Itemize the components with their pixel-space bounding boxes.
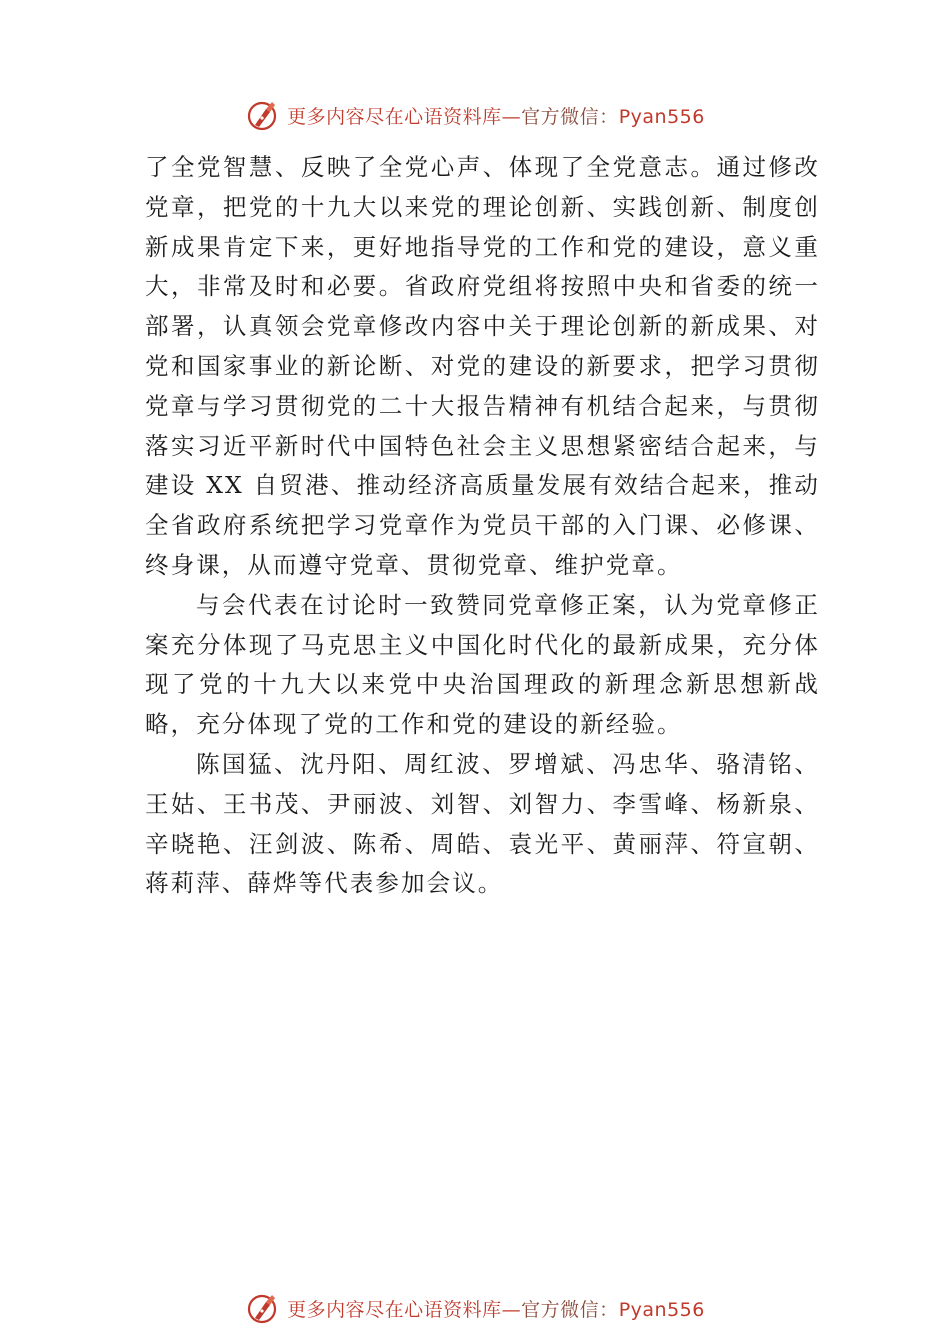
- pen-nib-circle-icon: [245, 97, 281, 133]
- pen-nib-circle-icon: [245, 1290, 281, 1326]
- footer-banner-text: [287, 1295, 705, 1322]
- paragraph-1: 了全党智慧、反映了全党心声、体现了全党意志。通过修改党章，把党的十九大以来党的理论创新、实践创新、制度创新成果肯定下来，更好地指导党的工作和党的建设，意义重大，非常及时和必要。省政府党组将按照中央和省委的统一部署，认真领会党章修改内容中关于理论创新的新成果、对党和国家事业的新论断、对党的建设的新要求，把学习贯彻党章与学习贯彻党的二十大报告精神有机结合起来，与贯彻落实习近平新时代中国特色社会主义思想紧密结合起来，与建设 XX 自贸港、推动经济高质量发展有效结合起来，推动全省政府系统把学习党章作为党员干部的入门课、必修课、终身课，从而遵守党章、贯彻党章、维护党章。: [145, 153, 820, 579]
- document-body: [145, 148, 820, 904]
- header-banner-dash: —: [501, 105, 522, 128]
- footer-banner-main: 更多内容尽在心语资料库: [287, 1298, 502, 1321]
- header-banner: [0, 95, 950, 135]
- paragraph-2: 与会代表在讨论时一致赞同党章修正案，认为党章修正案充分体现了马克思主义中国化时代化的最新成果，充分体现了党的十九大以来党中央治国理政的新理念新思想新战略，充分体现了党的工作和党的建设的新经验。: [145, 590, 820, 739]
- footer-banner: [0, 1288, 950, 1328]
- footer-banner-dash: —: [501, 1298, 522, 1321]
- paragraph-3: 陈国猛、沈丹阳、周红波、罗增斌、冯忠华、骆清铭、王姑、王书茂、尹丽波、刘智、刘智力、李雪峰、杨新泉、辛晓艳、汪剑波、陈希、周皓、袁光平、黄丽萍、符宣朝、蒋莉萍、薛烨等代表参加会议。: [145, 749, 820, 898]
- header-banner-handle: Pyan556: [618, 105, 705, 128]
- footer-banner-handle: Pyan556: [618, 1298, 705, 1321]
- header-banner-text: [287, 102, 705, 129]
- header-banner-wechat: 官方微信：: [521, 105, 619, 128]
- header-banner-main: 更多内容尽在心语资料库: [287, 105, 502, 128]
- footer-banner-wechat: 官方微信：: [521, 1298, 619, 1321]
